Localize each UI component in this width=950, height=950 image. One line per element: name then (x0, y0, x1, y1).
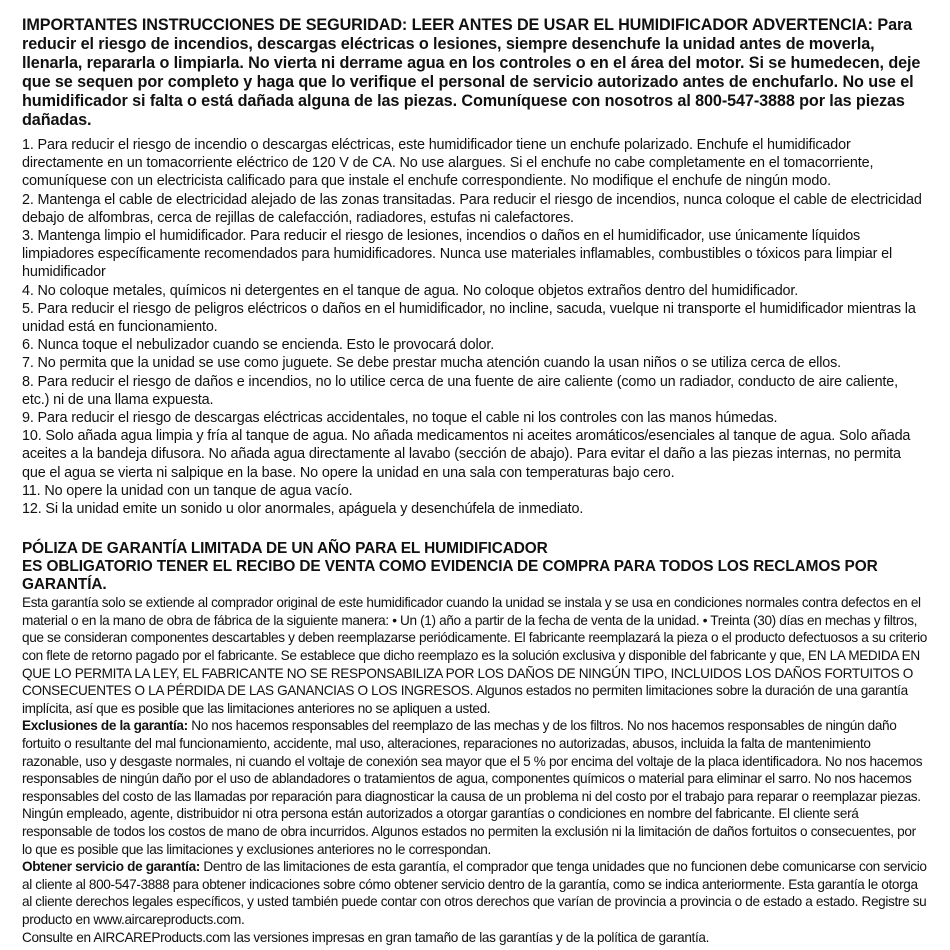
safety-item: 12. Si la unidad emite un sonido u olor anormales, apáguela y desenchúfela de inmediato. (22, 501, 584, 518)
safety-heading: IMPORTANTES INSTRUCCIONES DE SEGURIDAD: LEER ANTES DE USAR EL HUMIDIFICADOR ADVERTENCIA: Para reducir el riesgo de incendios, descargas eléctricas o lesiones, siempre desenchufe la unidad antes de moverla, llenarla, repararla o limpiarla. No vierta ni derrame agua en los controles o en el área del motor. Si se humedecen, deje que se sequen por completo y haga que lo verifique el personal de servicio autorizado antes de enchufarlo. No use el humidificador si falta o está dañada alguna de las piezas. Comuníquese con nosotros al 800-547-3888 por las piezas dañadas. (22, 16, 921, 129)
safety-item: 6. Nunca toque el nebulizador cuando se encienda. Esto le provocará dolor. (22, 337, 495, 354)
warranty-section (22, 540, 928, 946)
safety-instructions-list (22, 136, 928, 518)
warranty-footer: Consulte en AIRCAREProducts.com las versiones impresas en gran tamaño de las garantías y de la política de garantía. (22, 929, 710, 945)
warranty-title: PÓLIZA DE GARANTÍA LIMITADA DE UN AÑO PARA EL HUMIDIFICADOR (22, 540, 548, 558)
safety-item: 1. Para reducir el riesgo de incendio o descargas eléctricas, este humidificador tiene un enchufe polarizado. Enchufe el humidificador directamente en un tomacorriente eléctrico de 120 V de CA. No use alargues. Si el enchufe no cabe completamente en el tomacorriente, comuníquese con un electricista calificado para que instale el enchufe correspondiente. No modifique el enchufe de ningún modo. (22, 137, 874, 190)
service-label: Obtener servicio de garantía: (22, 859, 200, 875)
warranty-exclusions (22, 717, 928, 858)
safety-section (22, 16, 928, 518)
safety-item: 7. No permita que la unidad se use como juguete. Se debe prestar mucha atención cuando la usan niños o se utiliza cerca de ellos. (22, 355, 842, 372)
safety-item: 5. Para reducir el riesgo de peligros eléctricos o daños en el humidificador, no incline, sacuda, vuelque ni transporte el humidificador mientras la unidad está en funcionamiento. (22, 300, 916, 336)
safety-item: 2. Mantenga el cable de electricidad alejado de las zonas transitadas. Para reducir el riesgo de incendios, nunca coloque el cable de electricidad debajo de alfombras, cerca de rejillas de calefacción, radiadores, estufas ni calefactores. (22, 191, 922, 226)
safety-item: 11. No opere la unidad con un tanque de agua vacío. (22, 482, 353, 499)
safety-item: 9. Para reducir el riesgo de descargas eléctricas accidentales, no toque el cable ni los controles con las manos húmedas. (22, 410, 778, 427)
safety-item: 8. Para reducir el riesgo de daños e incendios, no lo utilice cerca de una fuente de aire caliente (como un radiador, conducto de aire caliente, etc.) ni de una llama expuesta. (22, 373, 898, 408)
warranty-body: Esta garantía solo se extiende al comprador original de este humidificador cuando la unidad se instala y se usa en condiciones normales contra defectos en el material o en la mano de obra de fábrica de la siguiente manera: • Un (1) año a partir de la fecha de venta de la unidad. • Treinta (30) días en mechas y filtros, que se consideran componentes descartables y deben reemplazarse periódicamente. El fabricante reemplazará la pieza o el producto defectuosos a su criterio con flete de retorno pagado por el fabricante. Se establece que dicho reemplazo es la solución exclusiva y disponible del fabricante y que, EN LA MEDIDA EN QUE LO PERMITA LA LEY, EL FABRICANTE NO SE RESPONSABILIZA POR LOS DAÑOS DE NINGÚN TIPO, INCLUIDOS LOS DAÑOS FORTUITOS O CONSECUENTES O LA PÉRDIDA DE LAS GANANCIAS O LOS INGRESOS. Algunos estados no permiten limitaciones sobre la duración de una garantía implícita, así que es posible que las limitaciones anteriores no se apliquen a usted. (22, 595, 928, 716)
service-text: Dentro de las limitaciones de esta garantía, el comprador que tenga unidades que no funcionen debe comunicarse con servicio al cliente al 800-547-3888 para obtener indicaciones sobre cómo obtener servicio dentro de la garantía, como se indica anteriormente. Esta garantía le otorga al cliente derechos legales específicos, y usted también puede contar con otros derechos que varían de provincia a provincia o de estado a estado. Registre su producto en www.aircareproducts.com. (22, 859, 927, 927)
safety-item: 4. No coloque metales, químicos ni detergentes en el tanque de agua. No coloque objetos extraños dentro del humidificador. (22, 282, 799, 299)
safety-item: 3. Mantenga limpio el humidificador. Para reducir el riesgo de lesiones, incendios o daños en el humidificador, use únicamente líquidos limpiadores específicamente recomendados para humidificadores. Nunca use materiales inflamables, combustibles o tóxicos para limpiar el humidificador (22, 228, 893, 281)
warranty-service (22, 858, 928, 928)
document-page (22, 16, 928, 946)
exclusions-label: Exclusiones de la garantía: (22, 718, 188, 734)
safety-item: 10. Solo añada agua limpia y fría al tanque de agua. No añada medicamentos ni aceites aromáticos/esenciales al tanque de agua. Solo añada aceites a la bandeja difusora. No añada agua directamente al lavabo (sección de abajo). Para evitar el daño a las piezas internas, no permita que el agua se vierta ni salpique en la base. No opere la unidad en una sala con temperaturas bajo cero. (22, 428, 911, 481)
warranty-receipt-requirement: ES OBLIGATORIO TENER EL RECIBO DE VENTA COMO EVIDENCIA DE COMPRA PARA TODOS LOS RECLAMOS POR GARANTÍA. (22, 558, 878, 594)
exclusions-text: No nos hacemos responsables del reemplazo de las mechas y de los filtros. No nos hacemos responsables de ningún daño fortuito o resultante del mal funcionamiento, accidente, mal uso, alteraciones, reparaciones no autorizadas, abusos, incluida la falta de mantenimiento razonable, uso y desgaste normales, ni cuando el voltaje de conexión sea mayor que el 5 % por encima del voltaje de la placa identificadora. No nos hacemos responsables de ningún daño por el uso de ablandadores o tratamientos de agua, componentes químicos o material para eliminar el sarro. No nos hacemos responsables del costo de las llamadas por reparación para diagnosticar la causa de un problema ni del costo por el trabajo para reparar o reemplazar piezas. Ningún empleado, agente, distribuidor ni otra persona están autorizados a otorgar garantías o condiciones en nombre del fabricante. El cliente será responsable de todos los costos de mano de obra incurridos. Algunos estados no permiten la exclusión ni la limitación de daños fortuitos o consecuentes, por lo que es posible que las limitaciones y exclusiones anteriores no le correspondan. (22, 718, 923, 857)
